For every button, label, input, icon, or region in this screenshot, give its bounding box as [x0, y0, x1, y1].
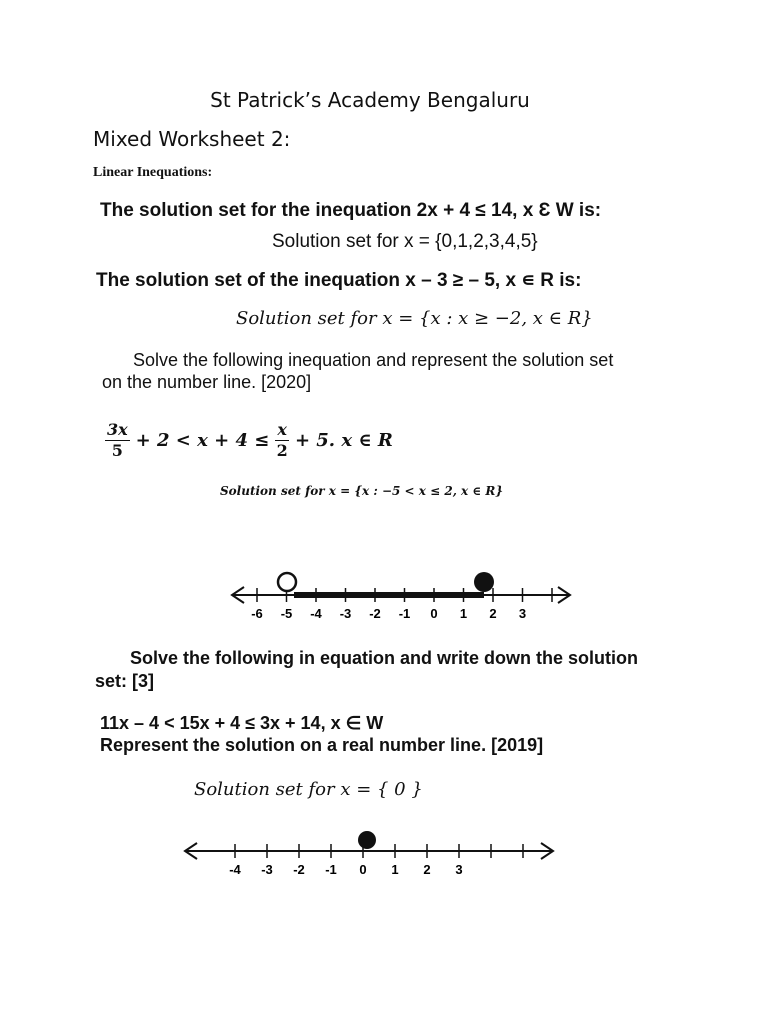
tick-label: -1	[398, 606, 411, 621]
q1-question: The solution set for the inequation 2x + 4 ≤ 14, x Ɛ W is:	[100, 200, 602, 221]
tick-label: -4	[310, 606, 322, 621]
q3-line2: on the number line. [2020]	[102, 372, 312, 392]
q3-solution: Solution set for x = {x : −5 < x ≤ 2, x ∈ R}	[220, 484, 504, 498]
q3-inequation	[105, 420, 393, 461]
q3-ineq-mid: + 2 < x + 4 ≤	[135, 430, 270, 451]
tick-label: -3	[261, 862, 273, 877]
q3-fraction-2	[275, 420, 289, 461]
tick-label: 2	[423, 862, 431, 877]
q2-answer: Solution set for x = {x : x ≥ −2, x ∈ R}	[236, 308, 593, 329]
tick-label: -6	[251, 606, 263, 621]
q3-fraction-1	[105, 420, 130, 461]
tick-label: -2	[369, 606, 381, 621]
topic-heading: Linear Inequations:	[93, 165, 213, 180]
closed-circle-marker	[358, 831, 376, 849]
q4-represent: Represent the solution on a real number line. [2019]	[100, 735, 544, 755]
tick-label: -3	[339, 606, 352, 621]
tick-label: 0	[359, 862, 367, 877]
q2-question: The solution set of the inequation x – 3 ≥ – 5, x ∊ R is:	[96, 270, 582, 291]
tick-label: 3	[518, 606, 527, 621]
number-line-q4	[175, 825, 565, 885]
q3-frac1-num: 3x	[107, 420, 128, 439]
tick-label: -4	[229, 862, 241, 877]
q4-line2: set: [3]	[95, 671, 155, 691]
tick-label: 2	[489, 606, 497, 621]
closed-circle-marker	[474, 572, 494, 592]
q4-solution: Solution set for x = { 0 }	[194, 779, 423, 800]
tick-label: 1	[459, 606, 468, 621]
q3-line1: Solve the following inequation and represent the solution set	[133, 350, 614, 370]
number-line-q3	[220, 565, 580, 625]
worksheet-title: Mixed Worksheet 2:	[93, 127, 291, 151]
tick-label: -1	[325, 862, 337, 877]
q4-inequation: 11x – 4 < 15x + 4 ≤ 3x + 14, x ∈ W	[100, 713, 384, 733]
q3-frac2-den: 2	[276, 441, 288, 460]
q3-ineq-tail: + 5. x ∈ R	[294, 430, 393, 451]
tick-label: 0	[430, 606, 438, 621]
tick-label: -2	[293, 862, 305, 877]
open-circle-marker	[278, 573, 296, 591]
tick-label: -5	[280, 606, 293, 621]
q1-answer: Solution set for x = {0,1,2,3,4,5}	[272, 231, 538, 252]
tick-label: 1	[391, 862, 399, 877]
school-title: St Patrick’s Academy Bengaluru	[210, 88, 530, 112]
tick-label: 3	[455, 862, 463, 877]
q3-frac1-den: 5	[111, 441, 123, 460]
q3-frac2-num: x	[277, 420, 287, 439]
q4-line1: Solve the following in equation and write down the solution	[130, 648, 638, 668]
